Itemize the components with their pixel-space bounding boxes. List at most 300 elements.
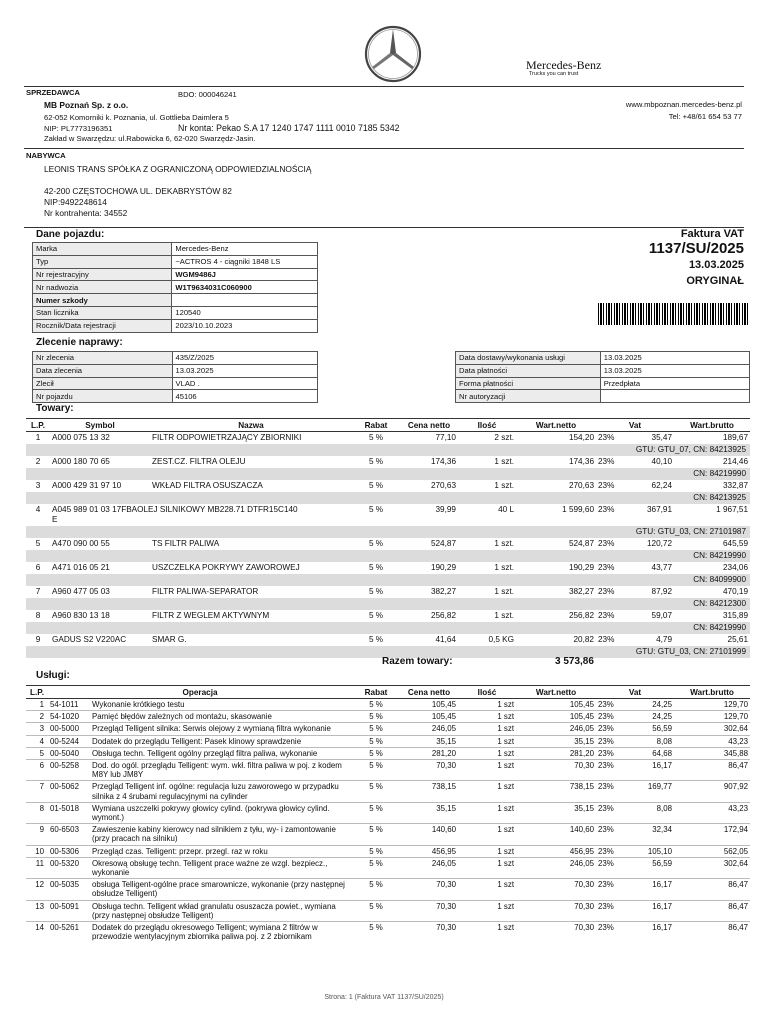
goods-name	[150, 610, 352, 622]
goods-ilosc-text: 1 szt.	[494, 587, 514, 596]
goods-vatv-text: 43,77	[651, 563, 673, 572]
goods-cena	[400, 480, 458, 492]
info-label: Data dostawy/wykonania usługi	[456, 352, 601, 365]
goods-sym	[50, 586, 150, 598]
info-label: Nr nadwozia	[33, 281, 172, 294]
goods-brutto-text: 1 967,51	[716, 505, 749, 514]
goods-netto-text: 20,82	[573, 635, 594, 644]
services-brutto: 86,47	[674, 900, 750, 921]
seller-name: MB Poznań Sp. z o.o.	[44, 100, 129, 110]
goods-ilosc	[458, 504, 516, 526]
goods-cena-text: 256,82	[430, 611, 456, 620]
services-vatv: 24,25	[628, 711, 674, 723]
services-row	[26, 760, 750, 781]
services-vatv: 64,68	[628, 747, 674, 759]
info-value	[172, 294, 318, 307]
goods-name-text: ZEST.CZ. FILTRA OLEJU	[152, 457, 246, 466]
services-col-header: L.P.	[26, 686, 48, 699]
services-lp: 12	[26, 879, 48, 900]
goods-rabat	[352, 456, 400, 468]
services-cena: 738,15	[400, 781, 458, 802]
goods-total-value: 3 573,86	[555, 656, 594, 667]
goods-lp	[26, 586, 50, 598]
brand-tagline: Trucks you can trust	[529, 71, 579, 77]
services-code: 54-1011	[48, 699, 90, 711]
goods-rabat-text: 5 %	[368, 433, 384, 442]
services-brutto: 302,64	[674, 857, 750, 878]
goods-lp	[26, 634, 50, 646]
services-lp: 5	[26, 747, 48, 759]
goods-gtu-row	[26, 492, 750, 504]
goods-ilosc	[458, 480, 516, 492]
goods-gtu-row	[26, 622, 750, 634]
goods-name	[150, 538, 352, 550]
services-row	[26, 845, 750, 857]
goods-lp	[26, 480, 50, 492]
services-lp: 3	[26, 723, 48, 735]
buyer-nip: NIP:9492248614	[44, 197, 107, 207]
goods-cena	[400, 538, 458, 550]
services-netto: 35,15	[516, 802, 596, 823]
info-row	[456, 377, 750, 390]
goods-row	[26, 538, 750, 550]
goods-gtu: CN: 84099900	[26, 574, 750, 586]
services-vat: 23%	[596, 760, 628, 781]
goods-lp	[26, 456, 50, 468]
services-lp: 7	[26, 781, 48, 802]
goods-netto-text: 382,27	[568, 587, 594, 596]
goods-col-header: Wart.netto	[516, 419, 596, 432]
goods-brutto	[674, 480, 750, 492]
services-row	[26, 711, 750, 723]
goods-vat-text: 23%	[598, 587, 615, 596]
services-vatv: 56,59	[628, 723, 674, 735]
goods-table	[26, 418, 750, 658]
services-vatv: 16,17	[628, 900, 674, 921]
goods-col-header: Vat	[596, 419, 674, 432]
services-vat: 23%	[596, 879, 628, 900]
seller-plant: Zakład w Swarzędzu: ul.Rabowicka 6, 62-020 Swarzędz-Jasin.	[44, 134, 256, 143]
services-op: Przegląd Telligent inf. ogólne: regulacja luzu zaworowego w przypadku silnika z 4 śrubami regulacyjnymi na cylinder	[90, 781, 352, 802]
services-ilosc: 1 szt	[458, 781, 516, 802]
goods-col-header: Nazwa	[150, 419, 352, 432]
goods-lp-text: 1	[35, 433, 41, 442]
goods-brutto	[674, 634, 750, 646]
services-lp: 11	[26, 857, 48, 878]
goods-vat	[596, 456, 628, 468]
goods-rabat-text: 5 %	[368, 587, 384, 596]
goods-vatv	[628, 432, 674, 445]
goods-sym-text: A960 477 05 03	[52, 587, 110, 596]
goods-sym-text: A471 016 05 21	[52, 563, 110, 572]
goods-vatv	[628, 634, 674, 646]
goods-brutto-text: 470,19	[722, 587, 749, 596]
info-value: Przedpłata	[600, 377, 749, 390]
goods-sym	[50, 538, 150, 550]
services-netto: 105,45	[516, 711, 596, 723]
info-label: Nr rejestracyjny	[33, 268, 172, 281]
info-label: Zlecił	[33, 377, 173, 390]
order-right-table	[455, 351, 750, 403]
services-code: 00-5244	[48, 735, 90, 747]
goods-lp-text: 3	[35, 481, 41, 490]
goods-ilosc-text: 2 szt.	[494, 433, 514, 442]
goods-brutto	[674, 610, 750, 622]
services-row	[26, 922, 750, 943]
info-value	[600, 390, 749, 403]
goods-ilosc-text: 0,5 KG	[488, 635, 514, 644]
goods-brutto	[674, 586, 750, 598]
services-ilosc: 1 szt	[458, 747, 516, 759]
services-cena: 246,05	[400, 723, 458, 735]
goods-rabat-text: 5 %	[368, 611, 384, 620]
goods-brutto-text: 25,61	[727, 635, 749, 644]
goods-row	[26, 586, 750, 598]
goods-netto-text: 256,82	[568, 611, 594, 620]
goods-vatv	[628, 538, 674, 550]
goods-netto-text: 270,63	[568, 481, 594, 490]
services-rabat: 5 %	[352, 735, 400, 747]
goods-brutto	[674, 504, 750, 526]
services-rabat: 5 %	[352, 845, 400, 857]
services-col-header: Wart.brutto	[674, 686, 750, 699]
info-value: 120540	[172, 306, 318, 319]
services-vatv: 105,10	[628, 845, 674, 857]
goods-ilosc	[458, 456, 516, 468]
goods-netto	[516, 538, 596, 550]
info-label: Data płatności	[456, 364, 601, 377]
info-row	[456, 364, 750, 377]
services-ilosc: 1 szt	[458, 922, 516, 943]
info-label: Numer szkody	[33, 294, 172, 307]
goods-row	[26, 504, 750, 526]
services-op: Dodatek do przeglądu okresowego Telligent; wymiana 2 filtrów w przewodzie wentylacyjnym zbiornika paliwa poj. z 2 zbiornikam	[90, 922, 352, 943]
services-vatv: 16,17	[628, 922, 674, 943]
vehicle-title: Dane pojazdu:	[36, 229, 105, 240]
services-cena: 70,30	[400, 879, 458, 900]
services-row	[26, 723, 750, 735]
buyer-name: LEONIS TRANS SPÓŁKA Z OGRANICZONĄ ODPOWIEDZIALNOŚCIĄ	[44, 164, 312, 174]
services-vatv: 32,34	[628, 824, 674, 845]
goods-brutto	[674, 456, 750, 468]
goods-netto-text: 1 599,60	[562, 505, 594, 514]
goods-ilosc	[458, 432, 516, 445]
goods-gtu-row	[26, 468, 750, 480]
goods-lp-text: 4	[35, 505, 41, 514]
info-label: Stan licznika	[33, 306, 172, 319]
goods-sym-text: A000 075 13 32	[52, 433, 110, 442]
services-rabat: 5 %	[352, 879, 400, 900]
goods-gtu-row	[26, 444, 750, 456]
services-op: Zawieszenie kabiny kierowcy nad silnikiem z tyłu, wy- i zamontowanie (przy pracach na silniku)	[90, 824, 352, 845]
goods-netto	[516, 562, 596, 574]
services-op: Przegląd czas. Telligent: przepr. przegl. raz w roku	[90, 845, 352, 857]
goods-brutto-text: 214,46	[722, 457, 749, 466]
services-cena: 281,20	[400, 747, 458, 759]
services-op: Pamięć błędów zależnych od montażu, skasowanie	[90, 711, 352, 723]
goods-rabat-text: 5 %	[368, 563, 384, 572]
goods-rabat	[352, 634, 400, 646]
goods-vat	[596, 504, 628, 526]
goods-cena-text: 270,63	[430, 481, 456, 490]
goods-netto-text: 154,20	[568, 433, 594, 442]
goods-sym	[50, 634, 150, 646]
info-label: Rocznik/Data rejestracji	[33, 319, 172, 332]
services-rabat: 5 %	[352, 900, 400, 921]
services-code: 00-5306	[48, 845, 90, 857]
goods-row	[26, 634, 750, 646]
goods-gtu: GTU: GTU_07, CN: 84213925	[26, 444, 750, 456]
goods-netto	[516, 586, 596, 598]
brand-name: Mercedes-Benz	[526, 58, 602, 72]
info-value: W1T9634031C060900	[172, 281, 318, 294]
services-vat: 23%	[596, 711, 628, 723]
services-vat: 23%	[596, 802, 628, 823]
services-row	[26, 747, 750, 759]
services-cena: 140,60	[400, 824, 458, 845]
services-col-header: Vat	[596, 686, 674, 699]
services-rabat: 5 %	[352, 760, 400, 781]
info-label: Typ	[33, 255, 172, 268]
goods-gtu: CN: 84212300	[26, 598, 750, 610]
services-ilosc: 1 szt	[458, 723, 516, 735]
goods-gtu: GTU: GTU_03, CN: 27101999	[26, 646, 750, 658]
order-left-table	[32, 351, 318, 403]
goods-ilosc-text: 40 L	[498, 505, 514, 514]
goods-vat-text: 23%	[598, 433, 615, 442]
invoice-copy: ORYGINAŁ	[686, 275, 744, 287]
goods-name	[150, 562, 352, 574]
goods-brutto-text: 315,89	[722, 611, 749, 620]
services-rabat: 5 %	[352, 711, 400, 723]
goods-rabat	[352, 432, 400, 445]
services-op: obsługa Telligent-ogólne prace smarownicze, wykonanie (przy następnej obsłudze Telligent)	[90, 879, 352, 900]
goods-lp-text: 8	[35, 611, 41, 620]
services-rabat: 5 %	[352, 824, 400, 845]
buyer-contractor: Nr kontrahenta: 34552	[44, 208, 128, 218]
goods-col-header: Ilość	[458, 419, 516, 432]
services-vat: 23%	[596, 922, 628, 943]
services-vat: 23%	[596, 824, 628, 845]
services-col-header: Wart.netto	[516, 686, 596, 699]
services-row	[26, 824, 750, 845]
services-title: Usługi:	[36, 670, 70, 681]
info-value: VLAD .	[172, 377, 317, 390]
services-row	[26, 735, 750, 747]
services-netto: 70,30	[516, 879, 596, 900]
goods-name	[150, 480, 352, 492]
services-cena: 70,30	[400, 900, 458, 921]
seller-nip: NIP: PL7773196351	[44, 124, 113, 133]
services-brutto: 86,47	[674, 760, 750, 781]
services-ilosc: 1 szt	[458, 845, 516, 857]
goods-vatv-text: 120,72	[646, 539, 673, 548]
goods-sym	[50, 456, 150, 468]
services-op: Obsługa techn. Telligent wkład granulatu osuszacza powiet., wymiana (przy następnej obsłudze Telligent)	[90, 900, 352, 921]
services-lp: 4	[26, 735, 48, 747]
goods-netto-text: 524,87	[568, 539, 594, 548]
services-row	[26, 781, 750, 802]
goods-brutto-text: 645,59	[722, 539, 749, 548]
seller-phone: Tel: +48/61 654 53 77	[668, 112, 742, 121]
services-vatv: 24,25	[628, 699, 674, 711]
services-lp: 13	[26, 900, 48, 921]
info-row	[33, 268, 318, 281]
services-code: 01-5018	[48, 802, 90, 823]
invoice-number: 1137/SU/2025	[648, 240, 744, 257]
goods-gtu: CN: 84213925	[26, 492, 750, 504]
goods-lp	[26, 432, 50, 445]
goods-lp	[26, 538, 50, 550]
info-row	[33, 319, 318, 332]
services-cena: 35,15	[400, 735, 458, 747]
services-op: Przegląd Telligent silnika: Serwis olejowy z wymianą filtra wykonanie	[90, 723, 352, 735]
goods-brutto	[674, 538, 750, 550]
services-rabat: 5 %	[352, 699, 400, 711]
services-code: 00-5062	[48, 781, 90, 802]
goods-name-text: FILTR PALIWA-SEPARATOR	[152, 587, 259, 596]
services-rabat: 5 %	[352, 802, 400, 823]
goods-lp-text: 7	[35, 587, 41, 596]
services-row	[26, 802, 750, 823]
info-row	[33, 377, 318, 390]
goods-gtu: CN: 84219990	[26, 468, 750, 480]
goods-vat-text: 23%	[598, 457, 615, 466]
services-netto: 281,20	[516, 747, 596, 759]
services-ilosc: 1 szt	[458, 802, 516, 823]
services-cena: 105,45	[400, 711, 458, 723]
goods-vat	[596, 634, 628, 646]
order-title: Zlecenie naprawy:	[36, 337, 123, 348]
goods-ilosc	[458, 634, 516, 646]
services-brutto: 129,70	[674, 699, 750, 711]
goods-name-text: FILTR Z WEGLEM AKTYWNYM	[152, 611, 270, 620]
goods-lp-text: 2	[35, 457, 41, 466]
services-lp: 10	[26, 845, 48, 857]
goods-ilosc	[458, 610, 516, 622]
goods-gtu: GTU: GTU_03, CN: 27101987	[26, 526, 750, 538]
goods-vat-text: 23%	[598, 563, 615, 572]
goods-rabat	[352, 610, 400, 622]
services-code: 00-5040	[48, 747, 90, 759]
goods-rabat-text: 5 %	[368, 505, 384, 514]
services-vatv: 16,17	[628, 760, 674, 781]
goods-lp-text: 5	[35, 539, 41, 548]
seller-bdo: BDO: 000046241	[178, 90, 237, 99]
goods-rabat	[352, 562, 400, 574]
goods-vat	[596, 538, 628, 550]
seller-address: 62-052 Komorniki k. Poznania, ul. Gottlieba Daimlera 5	[44, 113, 229, 122]
services-op: Obsługa techn. Telligent ogólny przegląd filtra paliwa, wykonanie	[90, 747, 352, 759]
goods-vatv	[628, 456, 674, 468]
goods-sym-text: A045 989 01 03 17FBAOLEJ SILNIKOWY MB228.71 DTFR15C140	[52, 505, 298, 514]
goods-cena	[400, 610, 458, 622]
services-ilosc: 1 szt	[458, 857, 516, 878]
goods-vat-text: 23%	[598, 635, 615, 644]
goods-name-text: SMAR G.	[152, 635, 187, 644]
goods-cena-text: 41,64	[435, 635, 456, 644]
goods-rabat-text: 5 %	[368, 481, 384, 490]
services-op: Wymiana uszczelki pokrywy głowicy cylind. (pokrywa głowicy cylind. wymont.)	[90, 802, 352, 823]
services-ilosc: 1 szt	[458, 699, 516, 711]
goods-name-text: TS FILTR PALIWA	[152, 539, 220, 548]
goods-rabat	[352, 480, 400, 492]
services-row	[26, 857, 750, 878]
seller-label: SPRZEDAWCA	[26, 88, 81, 97]
goods-sym-text: A470 090 00 55	[52, 539, 110, 548]
info-row	[33, 243, 318, 256]
goods-sym	[50, 432, 150, 445]
goods-gtu-row	[26, 574, 750, 586]
goods-vat	[596, 562, 628, 574]
services-cena: 70,30	[400, 760, 458, 781]
goods-lp	[26, 610, 50, 622]
services-rabat: 5 %	[352, 723, 400, 735]
goods-cena-text: 524,87	[430, 539, 456, 548]
services-brutto: 86,47	[674, 922, 750, 943]
info-label: Data zlecenia	[33, 364, 173, 377]
goods-col-header: Cena netto	[400, 419, 458, 432]
goods-lp-text: 6	[35, 563, 41, 572]
services-vat: 23%	[596, 845, 628, 857]
goods-vat-text: 23%	[598, 505, 615, 514]
goods-gtu-row	[26, 550, 750, 562]
services-code: 54-1020	[48, 711, 90, 723]
services-cena: 105,45	[400, 699, 458, 711]
info-value: Mercedes-Benz	[172, 243, 318, 256]
services-brutto: 86,47	[674, 879, 750, 900]
goods-gtu: CN: 84219990	[26, 550, 750, 562]
goods-row	[26, 610, 750, 622]
goods-ilosc-text: 1 szt.	[494, 481, 514, 490]
services-netto: 70,30	[516, 900, 596, 921]
goods-cena	[400, 456, 458, 468]
goods-name	[150, 456, 352, 468]
services-cena: 70,30	[400, 922, 458, 943]
info-row	[33, 390, 318, 403]
goods-cena-text: 382,27	[430, 587, 456, 596]
goods-sym	[50, 562, 150, 574]
info-label: Nr autoryzacji	[456, 390, 601, 403]
goods-cena-text: 190,29	[430, 563, 456, 572]
goods-ilosc-text: 1 szt.	[494, 457, 514, 466]
services-cena: 35,15	[400, 802, 458, 823]
services-rabat: 5 %	[352, 747, 400, 759]
goods-col-header: Wart.brutto	[674, 419, 750, 432]
goods-sym	[50, 504, 352, 526]
barcode	[598, 303, 750, 325]
services-lp: 14	[26, 922, 48, 943]
goods-sym-cont: E	[52, 515, 58, 524]
invoice-date: 13.03.2025	[688, 259, 744, 271]
services-vatv: 16,17	[628, 879, 674, 900]
services-netto: 35,15	[516, 735, 596, 747]
services-code: 00-5035	[48, 879, 90, 900]
services-netto: 738,15	[516, 781, 596, 802]
goods-vat-text: 23%	[598, 481, 615, 490]
goods-ilosc	[458, 586, 516, 598]
goods-ilosc-text: 1 szt.	[494, 563, 514, 572]
services-lp: 8	[26, 802, 48, 823]
services-netto: 105,45	[516, 699, 596, 711]
goods-name	[150, 586, 352, 598]
goods-row	[26, 456, 750, 468]
goods-cena	[400, 504, 458, 526]
goods-sym-text: A000 180 70 65	[52, 457, 110, 466]
goods-cena	[400, 634, 458, 646]
goods-ilosc	[458, 538, 516, 550]
info-row	[33, 294, 318, 307]
